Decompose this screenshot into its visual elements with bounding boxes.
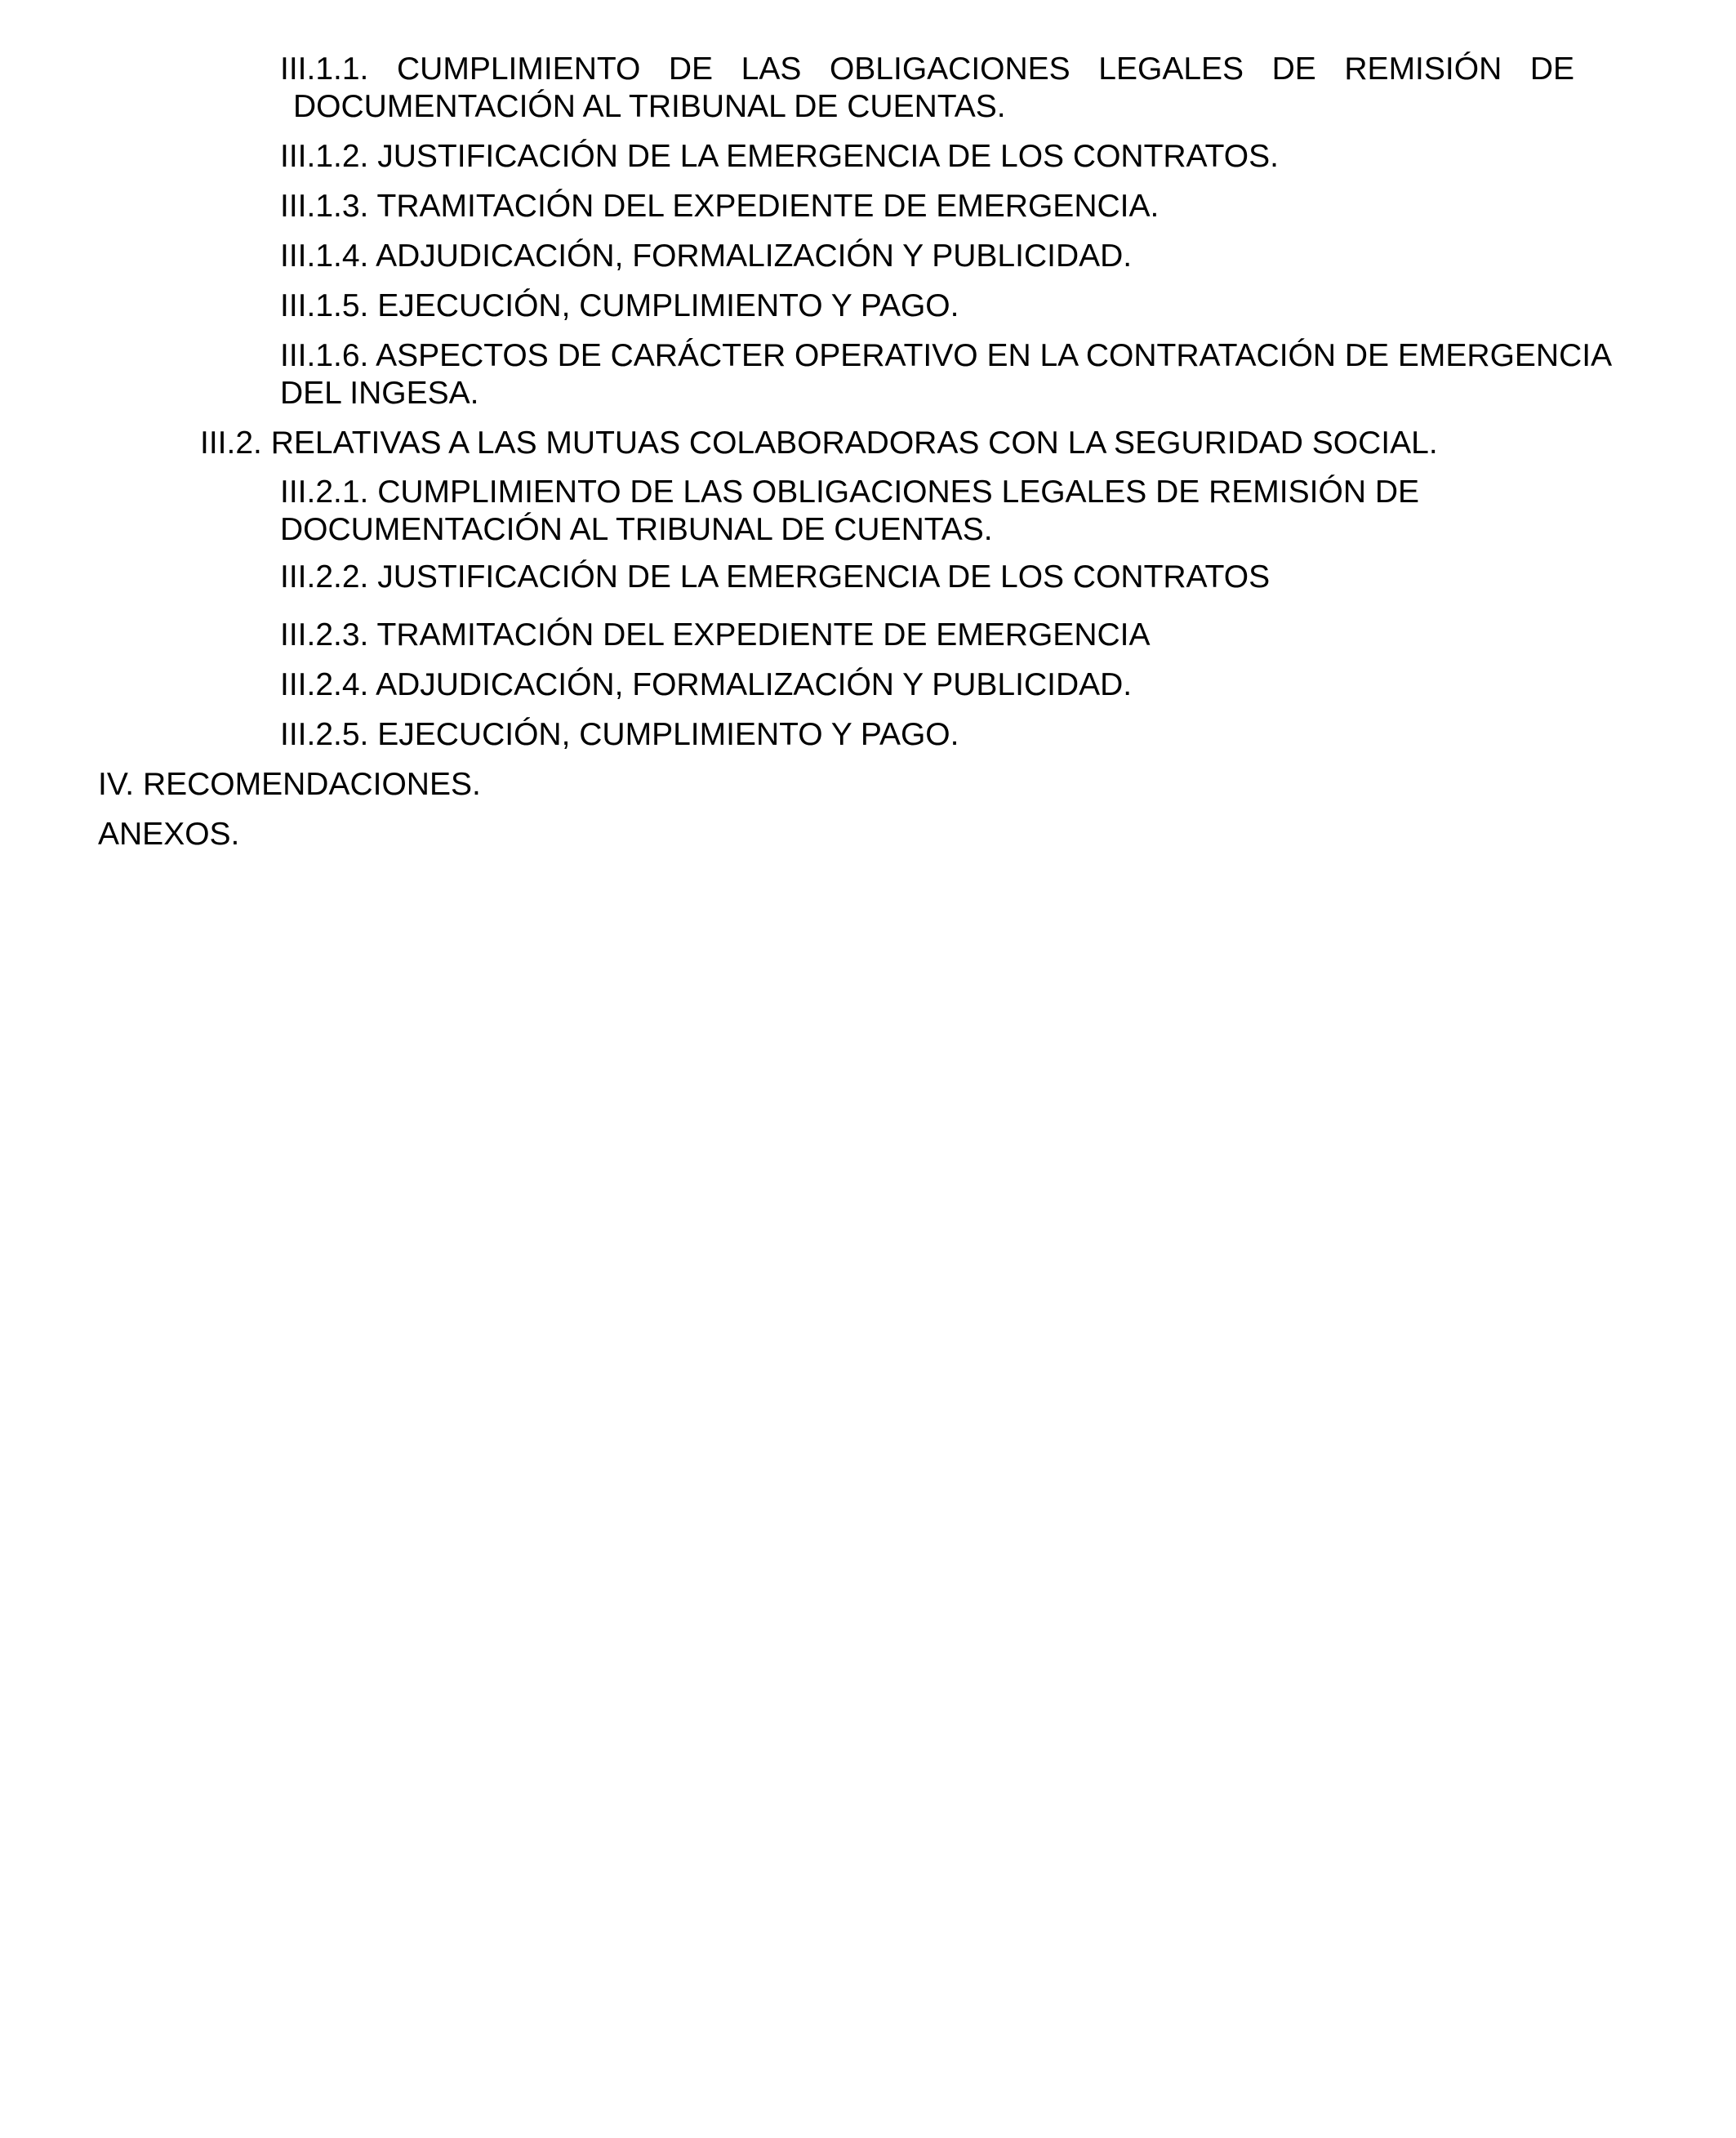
toc-entry-iii-2-1[interactable] bbox=[280, 474, 1419, 549]
toc-entry-iii-1-5[interactable]: III.1.5. EJECUCIÓN, CUMPLIMIENTO Y PAGO. bbox=[280, 288, 959, 323]
toc-entry-title-line-1: CUMPLIMIENTO DE LAS OBLIGACIONES LEGALES DE REMISIÓN DE bbox=[397, 51, 1575, 87]
toc-entry-title-line-2: DOCUMENTACIÓN AL TRIBUNAL DE CUENTAS. bbox=[293, 89, 1006, 124]
toc-entry-number: III.1.1. bbox=[280, 51, 369, 87]
toc-entry-iv[interactable]: IV. RECOMENDACIONES. bbox=[98, 767, 481, 802]
toc-entry-iii-2[interactable]: III.2. RELATIVAS A LAS MUTUAS COLABORADORAS CON LA SEGURIDAD SOCIAL. bbox=[200, 425, 1438, 461]
toc-entry-iii-1-1[interactable] bbox=[280, 51, 1574, 126]
toc-entry-title-line-2: DOCUMENTACIÓN AL TRIBUNAL DE CUENTAS. bbox=[280, 512, 993, 547]
toc-entry-anexos[interactable]: ANEXOS. bbox=[98, 817, 240, 852]
toc-entry-iii-2-2[interactable]: III.2.2. JUSTIFICACIÓN DE LA EMERGENCIA DE LOS CONTRATOS bbox=[280, 559, 1271, 595]
toc-entry-title-line-1: III.1.6. ASPECTOS DE CARÁCTER OPERATIVO EN LA CONTRATACIÓN DE EMERGENCIA bbox=[280, 338, 1613, 373]
toc-entry-title-line-1: III.2.1. CUMPLIMIENTO DE LAS OBLIGACIONES LEGALES DE REMISIÓN DE bbox=[280, 474, 1419, 510]
toc-entry-iii-2-3[interactable]: III.2.3. TRAMITACIÓN DEL EXPEDIENTE DE EMERGENCIA bbox=[280, 617, 1151, 653]
toc-entry-title-line-2: DEL INGESA. bbox=[280, 376, 479, 411]
toc-entry-iii-1-2[interactable]: III.1.2. JUSTIFICACIÓN DE LA EMERGENCIA DE LOS CONTRATOS. bbox=[280, 139, 1279, 174]
toc-entry-iii-2-4[interactable]: III.2.4. ADJUDICACIÓN, FORMALIZACIÓN Y PUBLICIDAD. bbox=[280, 667, 1133, 702]
toc-entry-iii-2-5[interactable]: III.2.5. EJECUCIÓN, CUMPLIMIENTO Y PAGO. bbox=[280, 717, 959, 752]
toc-entry-iii-1-3[interactable]: III.1.3. TRAMITACIÓN DEL EXPEDIENTE DE EMERGENCIA. bbox=[280, 189, 1160, 224]
toc-entry-iii-1-4[interactable]: III.1.4. ADJUDICACIÓN, FORMALIZACIÓN Y PUBLICIDAD. bbox=[280, 238, 1133, 274]
toc-entry-iii-1-6[interactable] bbox=[280, 337, 1612, 412]
